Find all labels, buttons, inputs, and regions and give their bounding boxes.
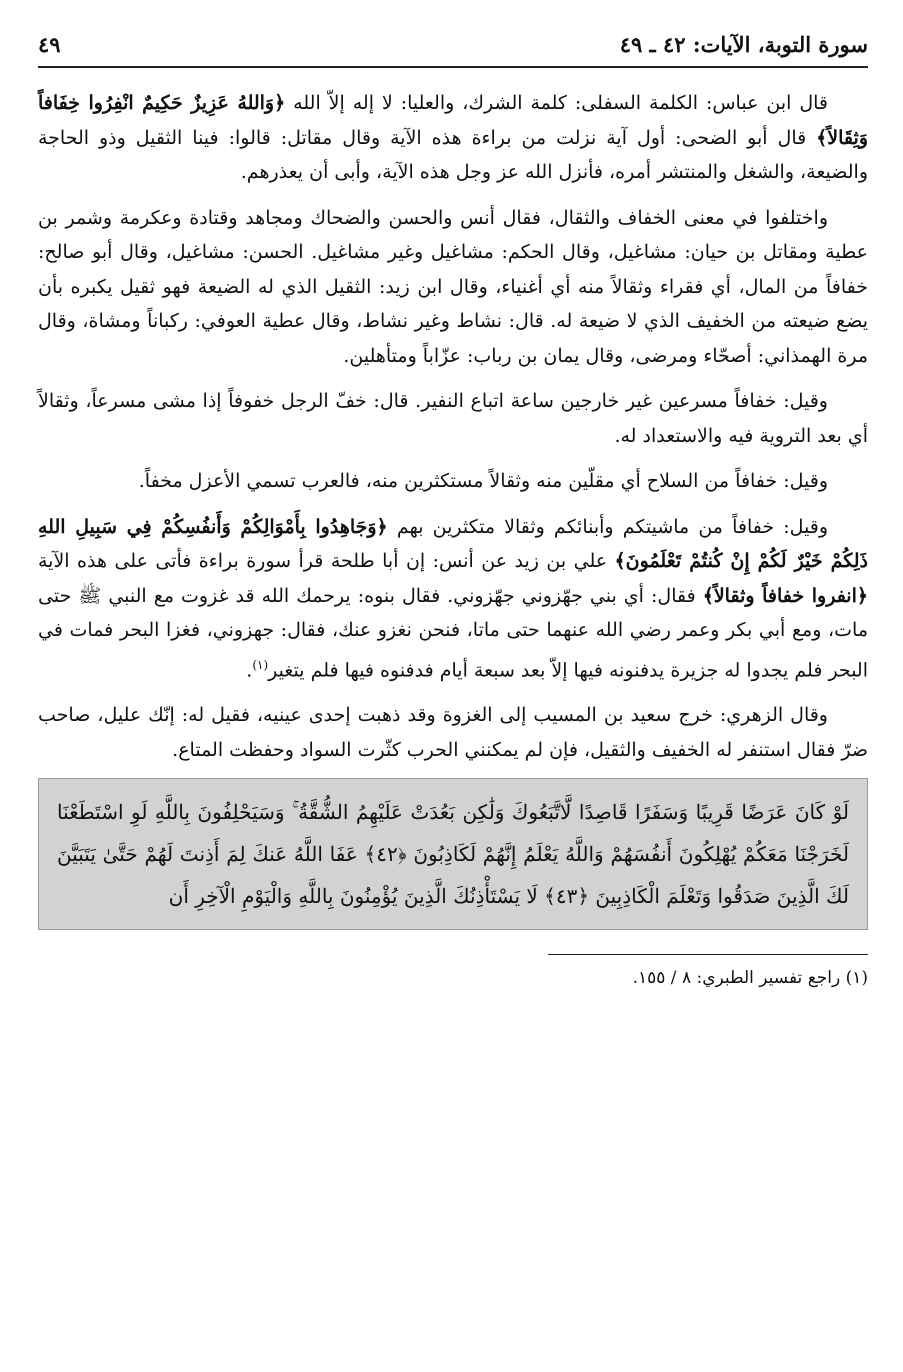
text-segment: وقيل: خفافاً من ماشيتكم وأبنائكم وثقالا متكثرين بهم — [387, 515, 828, 538]
text-segment: فقال: أي بني جهّزوني جهّزوني. فقال بنوه: يرحمك الله قد غزوت مع النبي ﷺ حتى مات، ومع أبي بكر وعمر رضي الله عنهما حتى ماتا، فنحن نغزو عنك، فقال: جهزوني، فغزا البحر فمات في البحر فلم يجدوا له جزيرة يدفنونه فيها إلاّ بعد سبعة أيام فدفنوه فيها فلم يتغير — [38, 584, 868, 681]
paragraph — [38, 698, 868, 767]
paragraph — [38, 201, 868, 374]
running-title: سورة التوبة، الآيات: ٤٢ ـ ٤٩ — [619, 32, 868, 57]
page-number: ٤٩ — [38, 32, 61, 57]
footnote-ref: (١) — [252, 657, 269, 672]
paragraph — [38, 510, 868, 688]
footnote-divider — [548, 954, 868, 955]
text-segment: علي بن زيد عن أنس: إن أبا طلحة قرأ سورة براءة فأتى على هذه الآية — [38, 550, 615, 572]
commentary-text — [38, 86, 868, 767]
paragraph — [38, 464, 868, 499]
text-segment: وقيل: خفافاً من السلاح أي مقلّين منه وثقالاً مستكثرين منه، فالعرب تسمي الأعزل مخفاً. — [138, 470, 828, 492]
text-segment: قال ابن عباس: الكلمة السفلى: كلمة الشرك، والعليا: لا إله إلاّ الله — [285, 92, 828, 114]
text-segment: وقيل: خفافاً مسرعين غير خارجين ساعة اتباع النفير. قال: خفّ الرجل خفوفاً إذا مشى مسرعاً، وثقالاً أي بعد التروية فيه والاستعداد له. — [38, 390, 868, 447]
quran-verse-text: لَوْ كَانَ عَرَضًا قَرِيبًا وَسَفَرًا قَاصِدًا لَّاتَّبَعُوكَ وَلَٰكِن بَعُدَتْ عَلَيْهِمُ الشُّقَّةُ ۚ وَسَيَحْلِفُونَ بِاللَّهِ لَوِ اسْتَطَعْنَا لَخَرَجْنَا مَعَكُمْ يُهْلِكُونَ أَنفُسَهُمْ وَاللَّهُ يَعْلَمُ إِنَّهُمْ لَكَاذِبُونَ ﴿٤٢﴾ عَفَا اللَّهُ عَنكَ لِمَ أَذِنتَ لَهُمْ حَتَّىٰ يَتَبَيَّنَ لَكَ الَّذِينَ صَدَقُوا وَتَعْلَمَ الْكَاذِبِينَ ﴿٤٣﴾ لَا يَسْتَأْذِنُكَ الَّذِينَ يُؤْمِنُونَ بِاللَّهِ وَالْيَوْمِ الْآخِرِ أَن — [57, 800, 849, 909]
text-segment: واختلفوا في معنى الخفاف والثقال، فقال أنس والحسن والضحاك ومجاهد وقتادة وعكرمة وشمر بن عطية ومقاتل بن حيان: مشاغيل، وقال الحكم: مشاغيل وغير مشاغيل. الحسن: مشاغيل، وقال أبو صالح: خفافاً من المال، أي فقراء وثقالاً منه أي أغنياء، وقال ابن زيد: الثقيل الذي له الضيعة فهو ثقيل يكبره بأن يضع ضيعته من الخفيف الذي لا ضيعة له. قال: نشاط وغير نشاط، وقال عطية العوفي: ركباناً ومشاة، وقال مرة الهمذاني: أصحّاء ومرضى، وقال يمان بن رباب: عزّاباً ومتأهلين. — [38, 206, 868, 367]
quran-quote: ﴿انفروا خفافاً وثقالاً﴾ — [702, 584, 869, 607]
paragraph — [38, 86, 868, 190]
quran-quote: ﴿وَجَاهِدُوا بِأَمْوَالِكُمْ وَأَنفُسِكُمْ فِي سَبِيلِ اللهِ ذَلِكُمْ خَيْرٌ لَكُمْ إِنْ كُنتُمْ تَعْلَمُونَ﴾ — [38, 515, 868, 572]
text-segment: قال أبو الضحى: أول آية نزلت من براءة هذه الآية وقال مقاتل: قالوا: فينا الثقيل وذو الحاجة والضيعة، والشغل والمنتشر أمره، فأنزل الله عز وجل هذه الآية، وأبى أن يعذرهم. — [38, 126, 868, 183]
book-page — [38, 30, 868, 1350]
paragraph — [38, 384, 868, 453]
quran-verse-box — [38, 778, 868, 930]
quran-quote: ﴿وَاللهُ عَزِيزٌ حَكِيمٌ انْفِرُوا خِفَافاً وَثِقَالاً﴾ — [38, 92, 868, 149]
text-segment: . — [246, 658, 253, 681]
page-header — [38, 30, 868, 68]
footnote: (١) راجع تفسير الطبري: ٨ / ١٥٥. — [632, 968, 868, 989]
text-segment: وقال الزهري: خرج سعيد بن المسيب إلى الغزوة وقد ذهبت إحدى عينيه، فقيل له: إنّك عليل، صاحب ضرّ فقال استنفر له الخفيف والثقيل، فإن لم يمكنني الحرب كثّرت السواد وحفظت المتاع. — [38, 704, 868, 761]
